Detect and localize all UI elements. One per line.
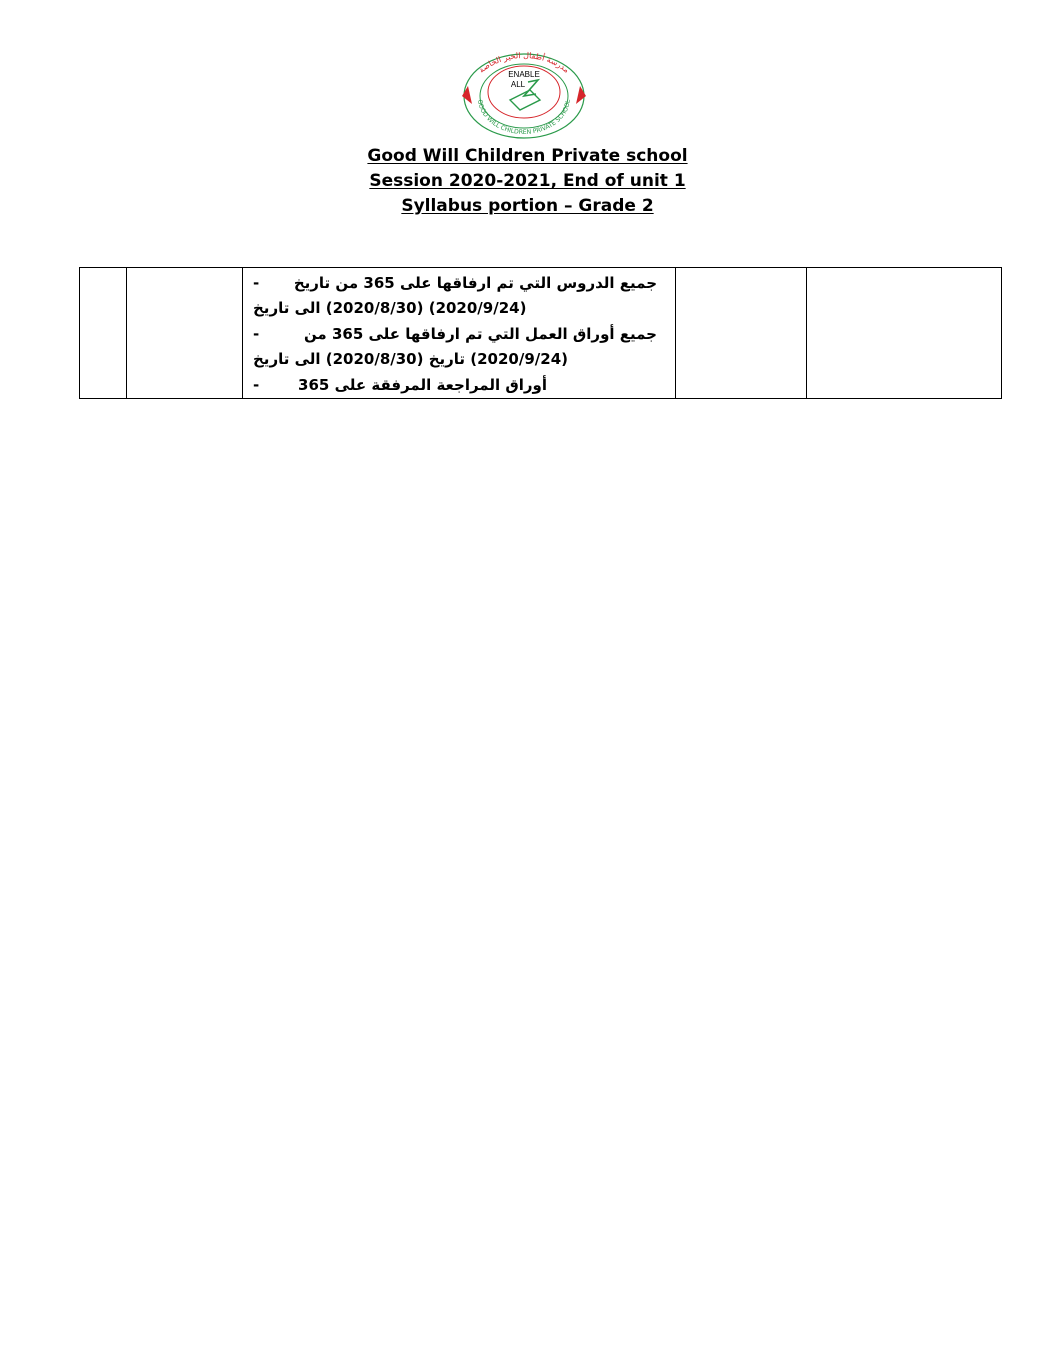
list-item-continuation <box>253 347 657 373</box>
logo-motto-all: ALL <box>510 80 526 89</box>
list-item-text: جميع الدروس التي تم ارفاقها على 365 من تاريخ <box>293 273 657 292</box>
table-cell-empty <box>80 268 127 399</box>
list-item <box>253 321 657 347</box>
list-item <box>253 372 657 398</box>
list-dash: - <box>253 273 260 292</box>
school-name: Good Will Children Private school <box>367 146 688 166</box>
syllabus-table <box>79 267 1002 399</box>
pen-stroke-icon <box>524 80 538 96</box>
list-item-text: (2020/9/24) (2020/8/30) الى تاريخ <box>253 299 527 318</box>
list-dash: - <box>253 375 260 394</box>
table-cell-arabic-content <box>243 268 676 399</box>
table-cell-empty <box>676 268 807 399</box>
list-item-continuation <box>253 296 657 322</box>
list-item <box>253 270 657 296</box>
logo-motto-enable: ENABLE <box>508 70 540 79</box>
logo-left-ribbon <box>462 86 472 104</box>
logo-right-ribbon <box>576 86 586 104</box>
table-cell-empty <box>127 268 243 399</box>
list-item-text: (2020/9/24) تاريخ (2020/8/30) الى تاريخ <box>253 350 569 369</box>
list-item-text: أوراق المراجعة المرفقة على 365 <box>298 375 547 394</box>
list-dash: - <box>253 324 260 343</box>
list-item-text: جميع أوراق العمل التي تم ارفاقها على 365 من <box>303 324 657 343</box>
session-title: Session 2020-2021, End of unit 1 <box>369 171 686 191</box>
school-logo <box>458 50 590 142</box>
book-icon <box>510 90 540 110</box>
document-header <box>0 144 1055 219</box>
table-cell-empty <box>807 268 1002 399</box>
table-row <box>80 268 1002 399</box>
logo-arabic-arc: مدرسة أطفال الخير الخاصة <box>477 50 571 75</box>
logo-english-arc: GOOD WILL CHILDREN PRIVATE SCHOOL <box>475 99 572 137</box>
syllabus-title: Syllabus portion – Grade 2 <box>401 196 654 216</box>
